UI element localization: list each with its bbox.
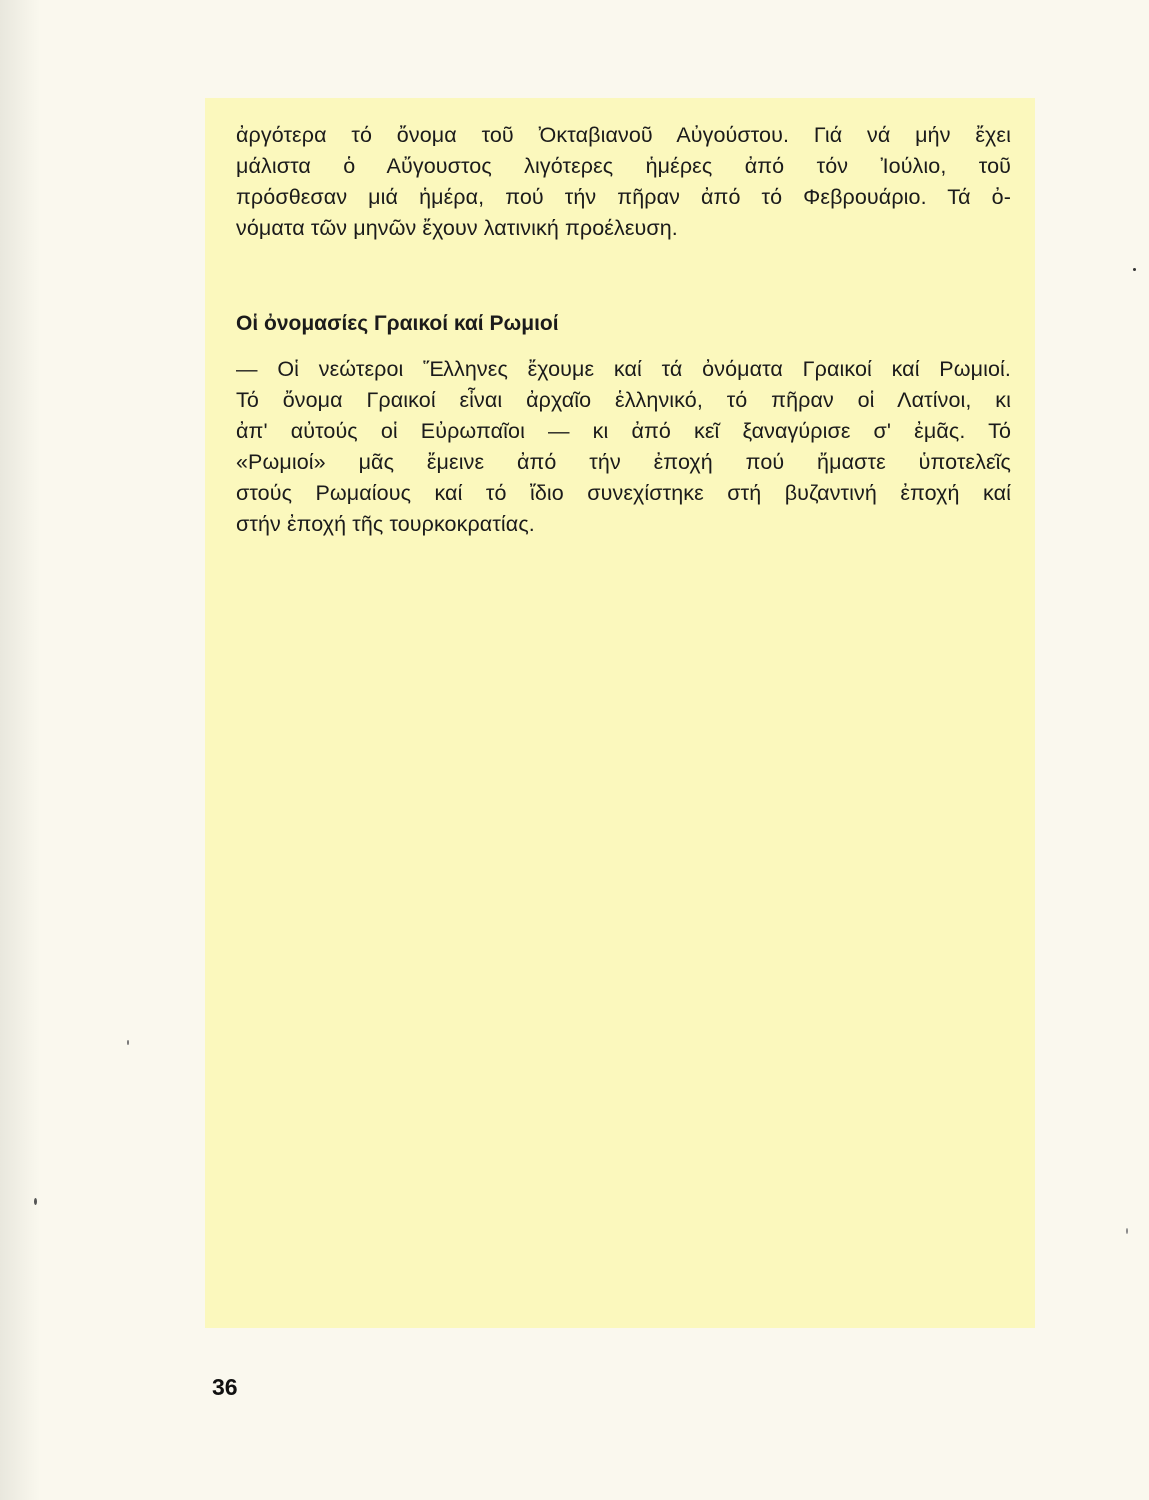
text-line: στούς Ρωμαίους καί τό ἴδιο συνεχίστηκε στή βυζαντινή ἐποχή καί — [236, 481, 1011, 505]
dust-speck — [1126, 1228, 1128, 1234]
dust-speck — [1133, 268, 1136, 271]
text-line: Τό ὄνομα Γραικοί εἶναι ἀρχαῖο ἑλληνικό, τό πῆραν οἱ Λατίνοι, κι — [236, 388, 1011, 412]
dust-speck — [34, 1198, 37, 1205]
text-line: νόματα τῶν μηνῶν ἔχουν λατινική προέλευση. — [236, 216, 678, 240]
paragraph-text — [236, 120, 1011, 244]
paragraph-names — [236, 354, 1011, 540]
dust-speck — [127, 1040, 129, 1045]
text-line: «Ρωμιοί» μᾶς ἔμεινε ἀπό τήν ἐποχή πού ἤμαστε ὑποτελεῖς — [236, 450, 1011, 474]
page-number: 36 — [212, 1374, 238, 1400]
paragraph-text — [236, 354, 1011, 540]
text-line: — Οἱ νεώτεροι Ἕλληνες ἔχουμε καί τά ὀνόματα Γραικοί καί Ρωμιοί. — [236, 357, 1011, 381]
section-heading: Οἱ ὀνομασίες Γραικοί καί Ρωμιοί — [236, 312, 559, 335]
paragraph-months — [236, 120, 1011, 244]
text-line: πρόσθεσαν μιά ἡμέρα, πού τήν πῆραν ἀπό τό Φεβρουάριο. Τά ὀ- — [236, 185, 1011, 209]
text-line: μάλιστα ὁ Αὔγουστος λιγότερες ἡμέρες ἀπό τόν Ἰούλιο, τοῦ — [236, 154, 1011, 178]
page-edge-shadow — [0, 0, 40, 1500]
text-line: στήν ἐποχή τῆς τουρκοκρατίας. — [236, 512, 535, 536]
text-line: ἀργότερα τό ὄνομα τοῦ Ὀκταβιανοῦ Αὐγούστου. Γιά νά μήν ἔχει — [236, 123, 1011, 147]
text-line: ἀπ' αὐτούς οἱ Εὐρωπαῖοι — κι ἀπό κεῖ ξαναγύρισε σ' ἐμᾶς. Τό — [236, 419, 1011, 443]
highlight-panel — [205, 98, 1035, 1328]
